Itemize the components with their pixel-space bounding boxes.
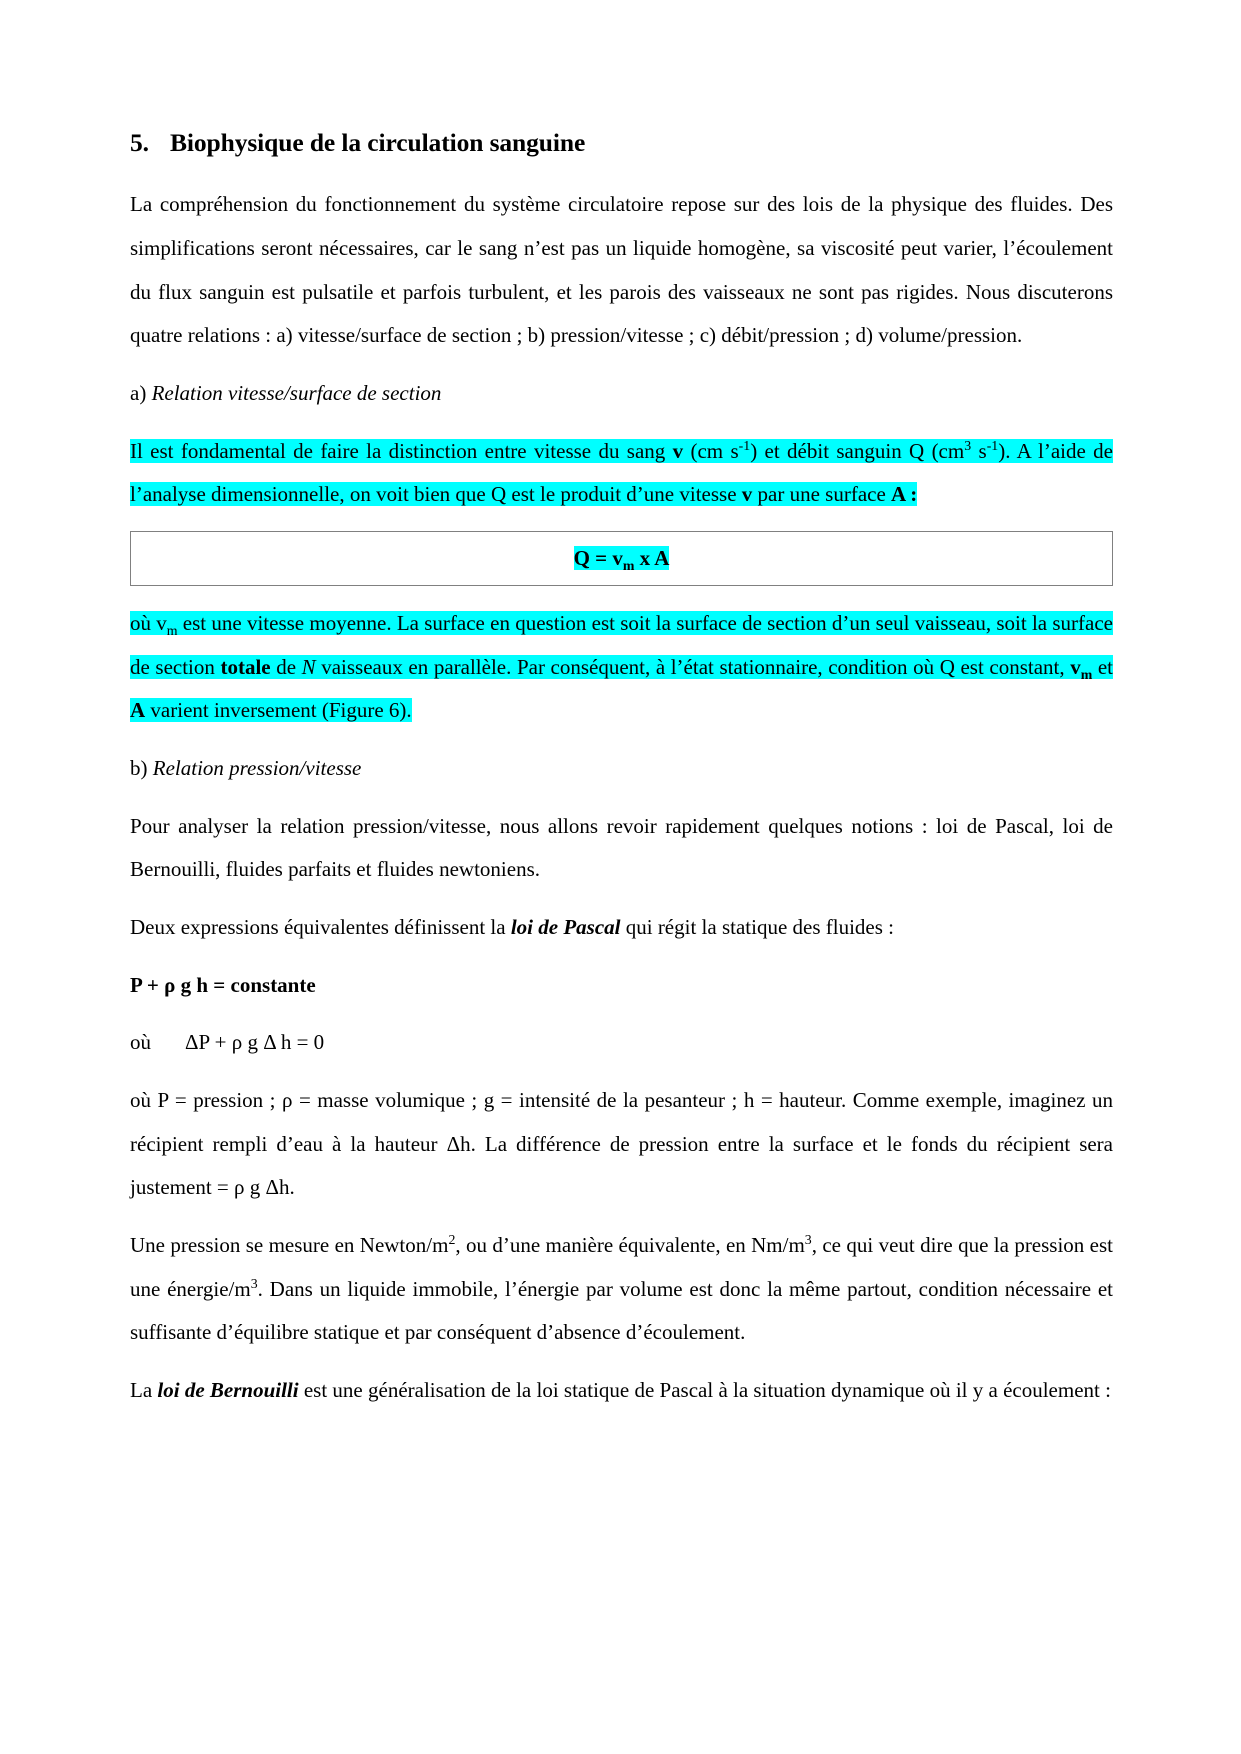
formula-box [130, 531, 1113, 586]
section-b-paragraph-2 [130, 906, 1113, 950]
hl2-text-2: est une vitesse moyenne. La surface en question est soit la surface de section d’un seul vaisseau, soit la surface de section [130, 611, 1113, 679]
intro-paragraph: La compréhension du fonctionnement du système circulatoire repose sur des lois de la physique des fluides. Des simplifications seront nécessaires, car le sang n’est pas un liquide homogène, sa viscosité peut varier, l’écoulement du flux sanguin est pulsatile et parfois turbulent, et les parois des vaisseaux ne sont pas rigides. Nous discuterons quatre relations : a) vitesse/surface de section ; b) pression/vitesse ; c) débit/pression ; d) volume/pression. [130, 192, 1113, 348]
highlighted-paragraph-1 [130, 430, 1113, 517]
subsection-b-heading [130, 747, 1113, 791]
hl2-bold-a: A [130, 698, 146, 723]
hl2-vm-subscript: m [166, 623, 178, 639]
hl2-bold-vm-subscript: m [1080, 666, 1093, 682]
hl2-bold-vm [1070, 654, 1093, 682]
section-b-paragraph-3: où P = pression ; ρ = masse volumique ; g = intensité de la pesanteur ; h = hauteur. Comme exemple, imaginez un récipient rempli d’eau à la hauteur Δh. La différence de pression entre la surface et le fonds du récipient sera justement = ρ g Δh. [130, 1088, 1113, 1200]
hl2-italic-n: N [301, 654, 316, 679]
sb5-text-1: La [130, 1378, 158, 1403]
section-number: 5. [130, 128, 149, 157]
hl2-vm: v [156, 611, 167, 636]
hl2-text-5: et [1092, 654, 1113, 679]
section-b-paragraph-1: Pour analyser la relation pression/vitesse, nous allons revoir rapidement quelques notions : loi de Pascal, loi de Bernouilli, fluides parfaits et fluides newtoniens. [130, 813, 1113, 882]
hl-text-5: ). A l’aide de l’analyse dimensionnelle, on voit bien que Q est le produit d’une vitesse [130, 438, 1113, 507]
hl2-text-4: vaisseaux en parallèle. Par conséquent, à l’état stationnaire, condition où Q est constant, [315, 654, 1071, 679]
hl-sup-1: -1 [738, 437, 751, 453]
equation-2-prefix: où [130, 1030, 151, 1055]
hl-bold-v-2: v [741, 482, 753, 507]
subsection-b-label: b) [130, 756, 148, 781]
subsection-a-heading [130, 372, 1113, 416]
sb4-sup-1: 2 [448, 1232, 456, 1248]
sb2-text-2: qui régit la statique des fluides : [620, 915, 895, 940]
hl2-bold-vm-char: v [1070, 654, 1081, 679]
subsection-a-label: a) [130, 381, 147, 405]
sb2-loi-de-pascal: loi de Pascal [510, 915, 621, 940]
subsection-b-title: Relation pression/vitesse [152, 756, 362, 781]
hl2-text-6: varient inversement (Figure 6). [145, 698, 412, 723]
section-title-text: Biophysique de la circulation sanguine [170, 128, 586, 157]
formula-variable-subscript: m [622, 558, 635, 574]
equation-pascal-1: P + ρ g h = constante [130, 972, 316, 997]
sb5-loi-de-bernouilli: loi de Bernouilli [157, 1378, 299, 1403]
hl-text-1: Il est fondamental de faire la distinction entre vitesse du sang [130, 438, 673, 463]
section-b-paragraph-5 [130, 1369, 1113, 1413]
sb4-sup-2: 3 [804, 1232, 812, 1248]
hl-bold-v-1: v [672, 438, 684, 463]
highlighted-paragraph-2 [130, 602, 1113, 733]
hl-text-3: ) et débit sanguin Q (cm [750, 438, 965, 463]
page-title [130, 128, 1113, 157]
equation-2-body: ΔP + ρ g Δ h = 0 [185, 1030, 325, 1055]
formula-variable: v [612, 546, 623, 571]
sb4-text-3: , ce qui veut dire que la pression est une énergie/m [130, 1233, 1114, 1301]
formula-rhs: x A [634, 546, 670, 571]
sb4-text-1: Une pression se mesure en Newton/m [130, 1233, 449, 1258]
sb2-text-1: Deux expressions équivalentes définissent la [130, 915, 511, 940]
hl-text-6: par une surface [752, 482, 892, 507]
sb4-text-4: . Dans un liquide immobile, l’énergie par volume est donc la même partout, condition nécessaire et suffisante d’équilibre statique et par conséquent d’absence d’écoulement. [130, 1276, 1113, 1345]
hl2-bold-totale: totale [220, 654, 271, 679]
subsection-a-title: Relation vitesse/surface de section [151, 381, 442, 405]
formula-content [573, 546, 670, 574]
sb4-text-2: , ou d’une manière équivalente, en Nm/m [455, 1233, 805, 1258]
hl2-text-3: de [270, 654, 302, 679]
equation-pascal-2 [130, 1021, 1113, 1065]
sb5-text-2: est une généralisation de la loi statique de Pascal à la situation dynamique où il y a écoulement : [298, 1378, 1111, 1403]
hl-bold-a-1: A : [891, 482, 918, 507]
formula-lhs: Q = [573, 546, 613, 571]
hl-sup-3: -1 [986, 437, 999, 453]
hl-text-2: (cm s [683, 438, 739, 463]
section-b-paragraph-4 [130, 1224, 1113, 1355]
hl-text-4: s [971, 438, 987, 463]
hl2-text-1: où [130, 611, 157, 636]
sb4-sup-3: 3 [250, 1275, 258, 1291]
hl-sup-2: 3 [964, 437, 972, 453]
